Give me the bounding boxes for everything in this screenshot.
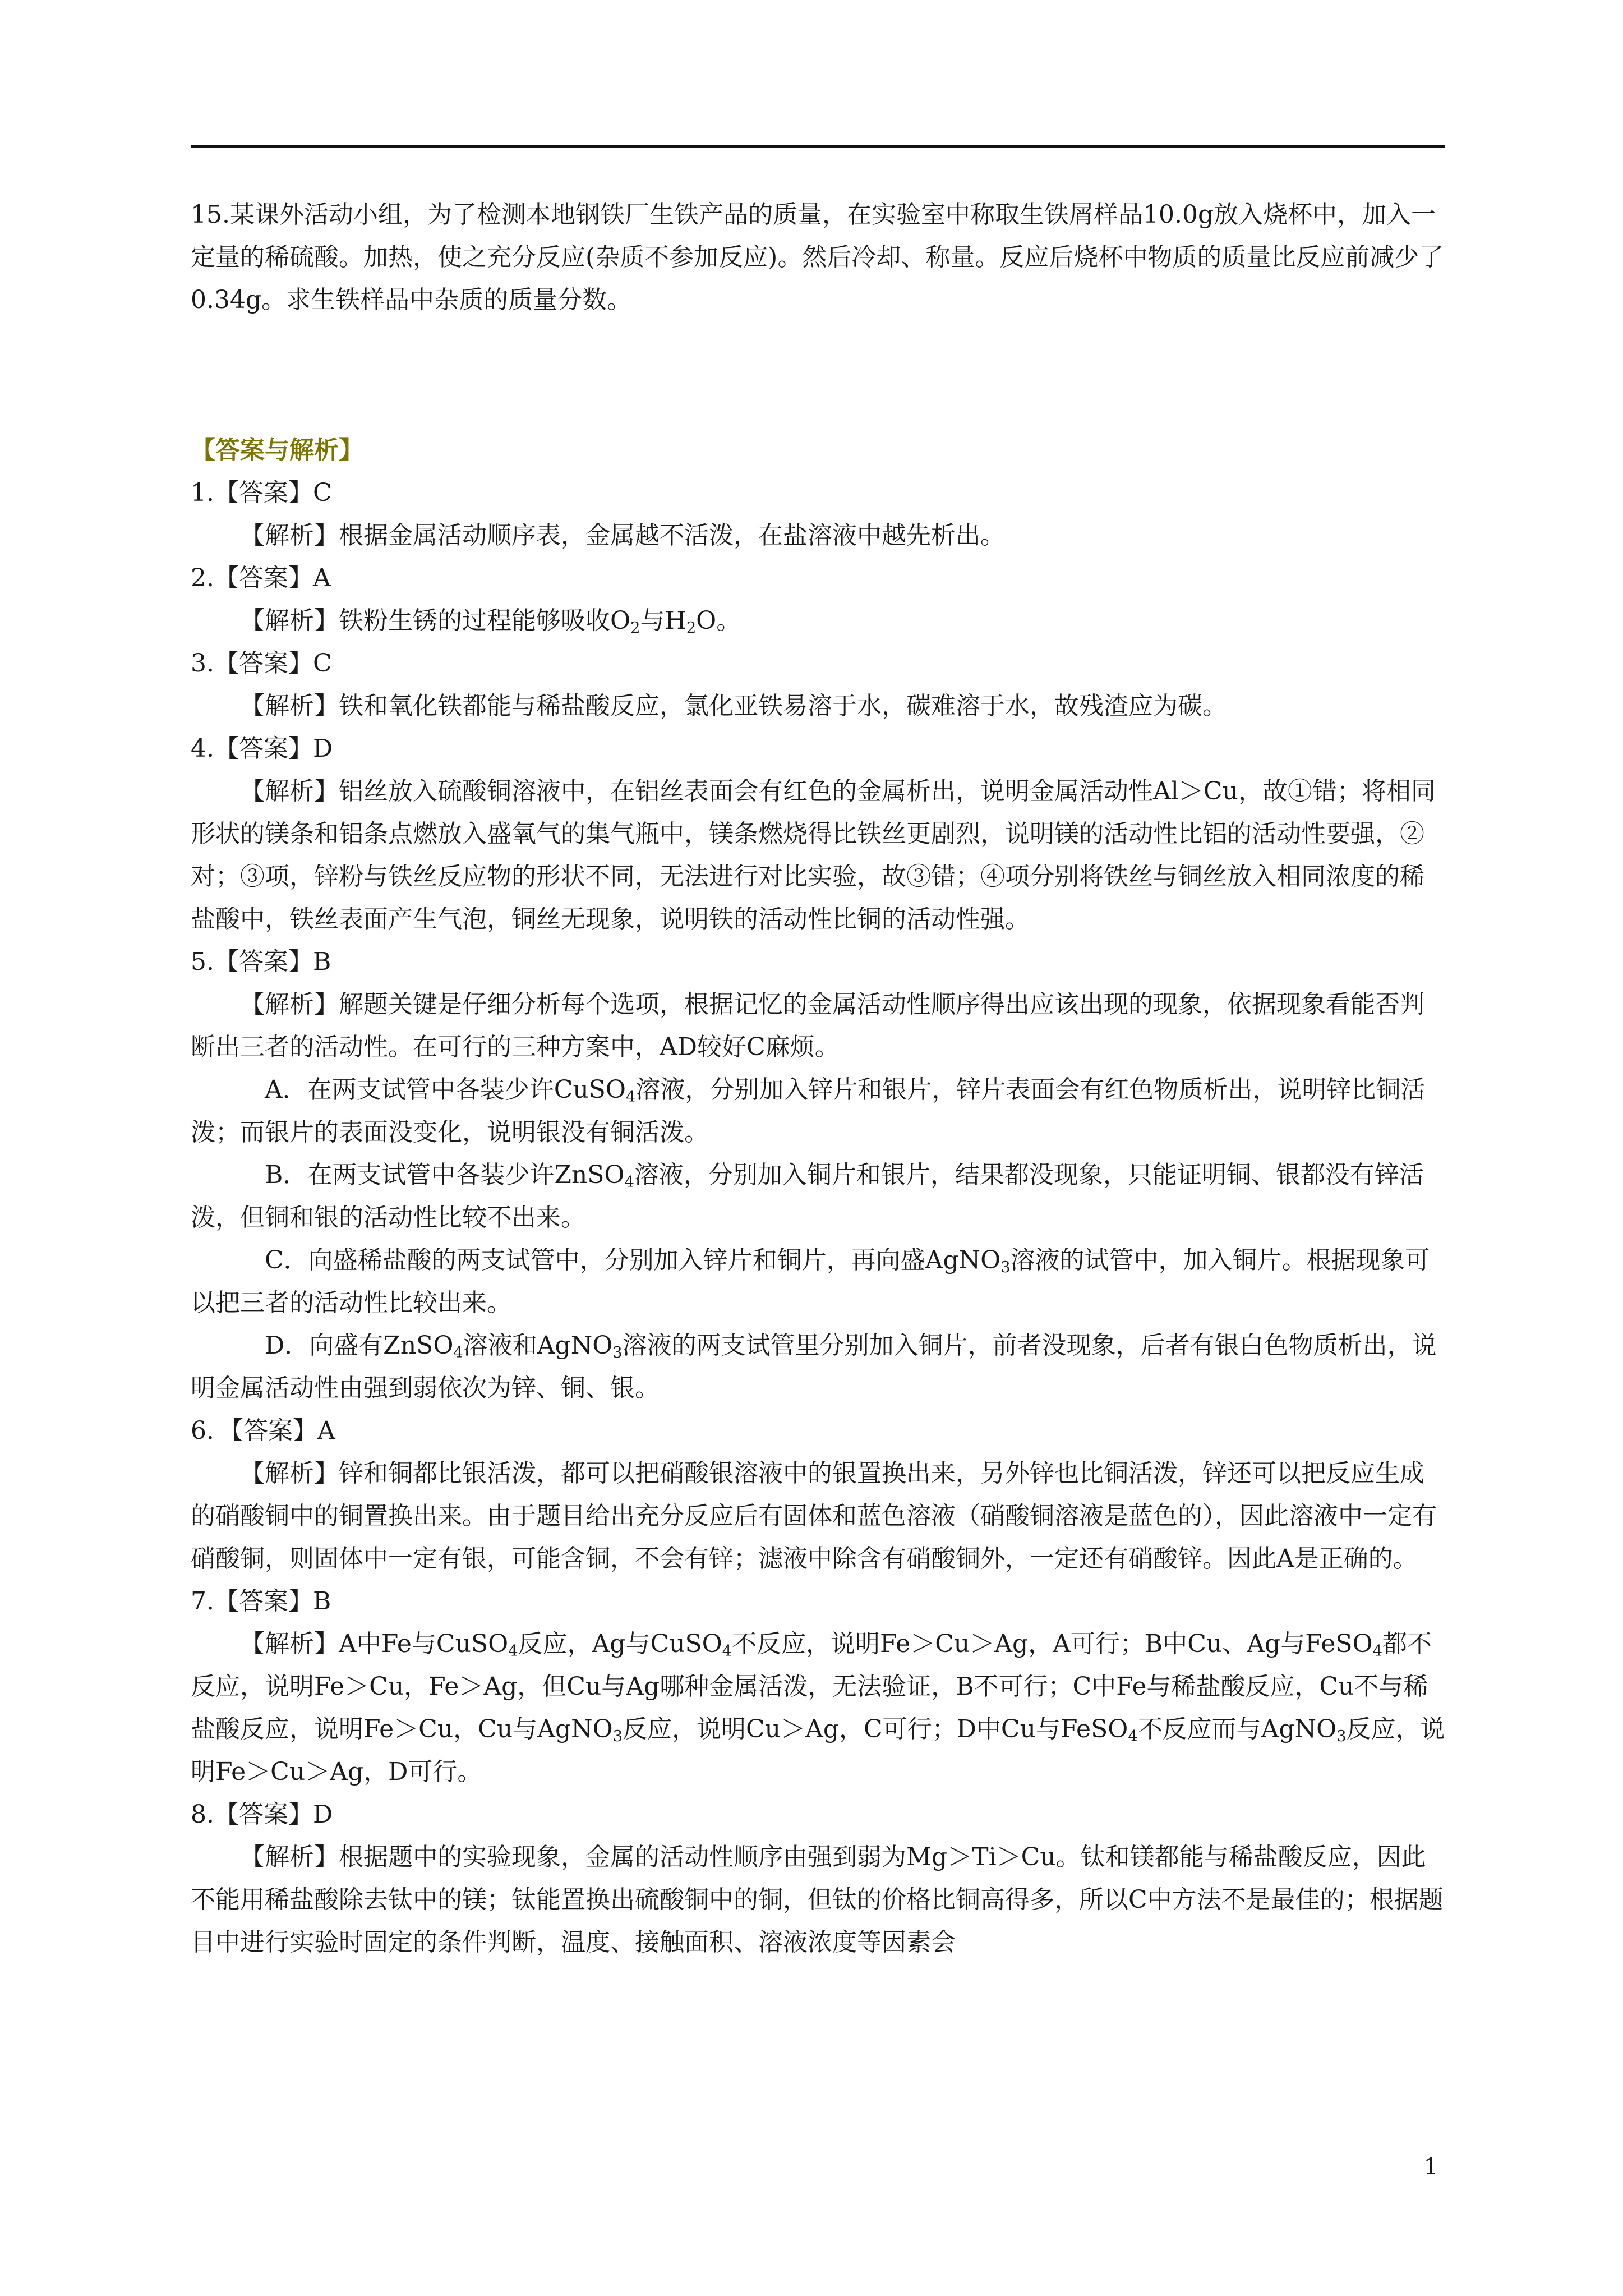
document-body xyxy=(191,194,1447,1964)
analysis-5-option-b: B．在两支试管中各装少许ZnSO$_4$溶液，分别加入铜片和银片，结果都没现象，只能证明铜、银都没有锌活泼，但铜和银的活动性比较不出来。 xyxy=(191,1161,1424,1232)
answer-8: 8.【答案】D xyxy=(191,1800,333,1829)
analysis-5-option-d: D．向盛有ZnSO$_4$溶液和AgNO$_3$溶液的两支试管里分别加入铜片，前者没现象，后者有银白色物质析出，说明金属活动性由强到弱依次为锌、铜、银。 xyxy=(191,1331,1437,1402)
analysis-2: 【解析】铁粉生锈的过程能够吸收$O_2$与$H_2O$。 xyxy=(240,606,741,637)
section-title: 【答案与解析】 xyxy=(191,436,363,464)
answer-1: 1.【答案】C xyxy=(191,478,332,507)
answer-4: 4.【答案】D xyxy=(191,734,333,763)
answer-3: 3.【答案】C xyxy=(191,649,332,678)
analysis-1: 【解析】根据金属活动顺序表，金属越不活泼，在盐溶液中越先析出。 xyxy=(240,521,1005,550)
page-number: 1 xyxy=(1423,2154,1438,2180)
answer-7: 7.【答案】B xyxy=(191,1587,331,1616)
analysis-5: 【解析】解题关键是仔细分析每个选项，根据记忆的金属活动性顺序得出应该出现的现象，依据现象看能否判断出三者的活动性。在可行的三种方案中，AD较好C麻烦。 xyxy=(191,990,1424,1061)
answer-6: 6．【答案】A xyxy=(191,1416,335,1445)
analysis-8: 【解析】根据题中的实验现象，金属的活动性顺序由强到弱为Mg＞Ti＞Cu。钛和镁都能与稀盐酸反应，因此不能用稀盐酸除去钛中的镁；钛能置换出硫酸铜中的铜，但钛的价格比铜高得多，所以C中方法不是最佳的；根据题目中进行实验时固定的条件判断，温度、接触面积、溶液浓度等因素会 xyxy=(191,1843,1444,1957)
analysis-5-option-c: C．向盛稀盐酸的两支试管中，分别加入锌片和铜片，再向盛AgNO$_3$溶液的试管中，加入铜片。根据现象可以把三者的活动性比较出来。 xyxy=(191,1246,1430,1317)
answer-2: 2.【答案】A xyxy=(191,564,331,592)
analysis-4: 【解析】铝丝放入硫酸铜溶液中，在铝丝表面会有红色的金属析出，说明金属活动性Al＞Cu，故①错；将相同形状的镁条和铝条点燃放入盛氧气的集气瓶中，镁条燃烧得比铁丝更剧烈，说明镁的活动性比铝的活动性要强，②对；③项，锌粉与铁丝反应物的形状不同，无法进行对比实验，故③错；④项分别将铁丝与铜丝放入相同浓度的稀盐酸中，铁丝表面产生气泡，铜丝无现象，说明铁的活动性比铜的活动性强。 xyxy=(191,777,1436,933)
question-15: 15.某课外活动小组，为了检测本地钢铁厂生铁产品的质量，在实验室中称取生铁屑样品10.0g放入烧杯中，加入一定量的稀硫酸。加热，使之充分反应(杂质不参加反应)。然后冷却、称量。反应后烧杯中物质的质量比反应前减少了0.34g。求生铁样品中杂质的质量分数。 xyxy=(191,200,1444,314)
analysis-7: 【解析】A中Fe与CuSO$_4$反应，Ag与CuSO$_4$不反应，说明Fe＞Cu＞Ag，A可行；B中Cu、Ag与FeSO$_4$都不反应，说明Fe＞Cu，Fe＞Ag，但Cu与Ag哪种金属活泼，无法验证，B不可行；C中Fe与稀盐酸反应，Cu不与稀盐酸反应，说明Fe＞Cu，Cu与AgNO$_3$反应，说明Cu＞Ag，C可行；D中Cu与FeSO$_4$不反应而与AgNO$_3$反应，说明Fe＞Cu＞Ag，D可行。 xyxy=(191,1630,1445,1786)
analysis-6: 【解析】锌和铜都比银活泼，都可以把硝酸银溶液中的银置换出来，另外锌也比铜活泼，锌还可以把反应生成的硝酸铜中的铜置换出来。由于题目给出充分反应后有固体和蓝色溶液（硝酸铜溶液是蓝色的），因此溶液中一定有硝酸铜，则固体中一定有银，可能含铜，不会有锌；滤液中除含有硝酸铜外，一定还有硝酸锌。因此A是正确的。 xyxy=(191,1459,1437,1573)
analysis-3: 【解析】铁和氧化铁都能与稀盐酸反应，氯化亚铁易溶于水，碳难溶于水，故残渣应为碳。 xyxy=(240,692,1227,720)
answer-5: 5.【答案】B xyxy=(191,947,331,976)
analysis-5-option-a: A．在两支试管中各装少许CuSO$_4$溶液，分别加入锌片和银片，锌片表面会有红色物质析出，说明锌比铜活泼；而银片的表面没变化，说明银没有铜活泼。 xyxy=(191,1075,1426,1147)
header-rule xyxy=(191,145,1445,148)
